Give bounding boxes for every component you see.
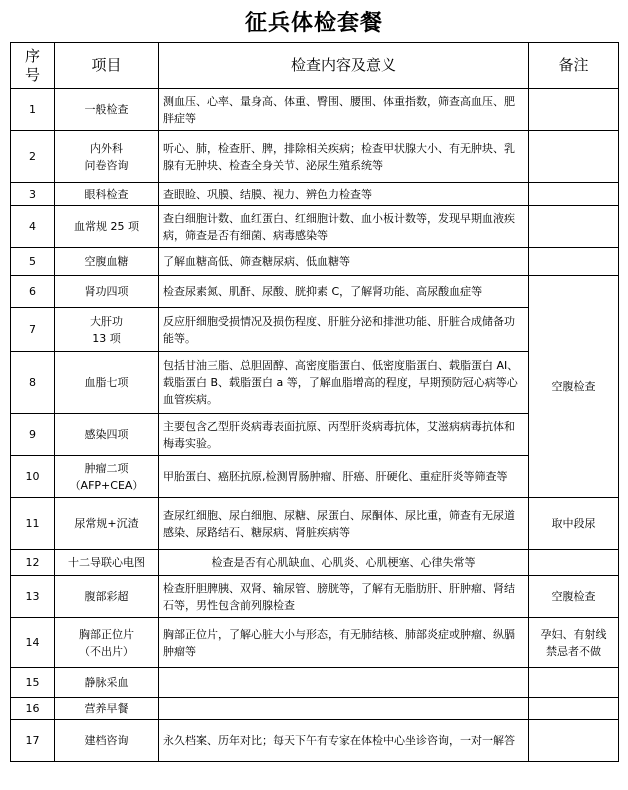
table-row xyxy=(11,550,619,576)
row-number: 11 xyxy=(11,498,55,550)
table-row xyxy=(11,248,619,276)
row-number: 14 xyxy=(11,618,55,668)
table-header-row xyxy=(11,43,619,89)
row-content: 甲胎蛋白、癌胚抗原,检测胃肠肿瘤、肝癌、肝硬化、重症肝炎等筛查等 xyxy=(159,456,529,498)
row-number: 5 xyxy=(11,248,55,276)
row-note xyxy=(529,131,619,183)
row-number: 7 xyxy=(11,308,55,352)
header-item: 项目 xyxy=(55,43,159,89)
row-item: 营养早餐 xyxy=(55,698,159,720)
table-row xyxy=(11,698,619,720)
row-item: 建档咨询 xyxy=(55,720,159,762)
table-row xyxy=(11,498,619,550)
row-item: 肾功四项 xyxy=(55,276,159,308)
row-content: 胸部正位片，了解心脏大小与形态，有无肺结核、肺部炎症或肿瘤、纵膈肿瘤等 xyxy=(159,618,529,668)
row-item: 血常规 25 项 xyxy=(55,206,159,248)
row-number: 1 xyxy=(11,89,55,131)
row-content: 了解血糖高低、筛查糖尿病、低血糖等 xyxy=(159,248,529,276)
row-item: 内外科 问卷咨询 xyxy=(55,131,159,183)
row-content: 检查是否有心肌缺血、心肌炎、心肌梗塞、心律失常等 xyxy=(159,550,529,576)
row-number: 2 xyxy=(11,131,55,183)
row-note xyxy=(529,206,619,248)
header-note: 备注 xyxy=(529,43,619,89)
table-row xyxy=(11,618,619,668)
row-item: 腹部彩超 xyxy=(55,576,159,618)
row-item: 尿常规+沉渣 xyxy=(55,498,159,550)
table-row xyxy=(11,576,619,618)
row-number: 12 xyxy=(11,550,55,576)
row-number: 13 xyxy=(11,576,55,618)
table-row xyxy=(11,414,619,456)
row-item: 眼科检查 xyxy=(55,183,159,206)
row-content: 主要包含乙型肝炎病毒表面抗原、丙型肝炎病毒抗体，艾滋病病毒抗体和梅毒实验。 xyxy=(159,414,529,456)
table-row xyxy=(11,668,619,698)
table-row xyxy=(11,352,619,414)
table-row xyxy=(11,720,619,762)
row-item: 十二导联心电图 xyxy=(55,550,159,576)
note-xray-contraindication: 孕妇、有射线 禁忌者不做 xyxy=(529,618,619,668)
row-number: 17 xyxy=(11,720,55,762)
header-content: 检查内容及意义 xyxy=(159,43,529,89)
row-item: 大肝功 13 项 xyxy=(55,308,159,352)
note-fasting-check: 空腹检查 xyxy=(529,576,619,618)
row-item: 肿瘤二项 （AFP+CEA） xyxy=(55,456,159,498)
checkup-table xyxy=(10,42,619,762)
row-content: 检查肝胆脾胰、双肾、输尿管、膀胱等，了解有无脂肪肝、肝肿瘤、肾结石等，男性包含前列腺检查 xyxy=(159,576,529,618)
row-note xyxy=(529,183,619,206)
row-number: 6 xyxy=(11,276,55,308)
row-number: 8 xyxy=(11,352,55,414)
row-content: 检查尿素氮、肌酐、尿酸、胱抑素 C，了解肾功能、高尿酸血症等 xyxy=(159,276,529,308)
row-content: 听心、肺，检查肝、脾，排除相关疾病；检查甲状腺大小、有无肿块、乳腺有无肿块、检查全身关节、泌尿生殖系统等 xyxy=(159,131,529,183)
row-number: 10 xyxy=(11,456,55,498)
table-row xyxy=(11,183,619,206)
row-note xyxy=(529,668,619,698)
row-note xyxy=(529,248,619,276)
row-content: 永久档案、历年对比；每天下午有专家在体检中心坐诊咨询，一对一解答 xyxy=(159,720,529,762)
row-item: 感染四项 xyxy=(55,414,159,456)
table-row xyxy=(11,308,619,352)
row-content xyxy=(159,698,529,720)
table-row xyxy=(11,206,619,248)
row-number: 3 xyxy=(11,183,55,206)
row-item: 血脂七项 xyxy=(55,352,159,414)
row-item: 空腹血糖 xyxy=(55,248,159,276)
row-item: 一般检查 xyxy=(55,89,159,131)
table-row xyxy=(11,89,619,131)
row-note xyxy=(529,698,619,720)
row-number: 16 xyxy=(11,698,55,720)
note-fasting-check: 空腹检查 xyxy=(529,276,619,498)
row-number: 9 xyxy=(11,414,55,456)
header-seq: 序 号 xyxy=(11,43,55,89)
row-item: 胸部正位片 （不出片） xyxy=(55,618,159,668)
note-midstream-urine: 取中段尿 xyxy=(529,498,619,550)
table-row xyxy=(11,131,619,183)
page-title: 征兵体检套餐 xyxy=(244,10,383,36)
row-content: 查白细胞计数、血红蛋白、红细胞计数、血小板计数等，发现早期血液疾病，筛查是否有细菌、病毒感染等 xyxy=(159,206,529,248)
row-item: 静脉采血 xyxy=(55,668,159,698)
row-note xyxy=(529,720,619,762)
row-number: 15 xyxy=(11,668,55,698)
row-content: 包括甘油三脂、总胆固醇、高密度脂蛋白、低密度脂蛋白、载脂蛋白 AI、载脂蛋白 B、载脂蛋白 a 等，了解血脂增高的程度，早期预防冠心病等心血管疾病。 xyxy=(159,352,529,414)
row-content xyxy=(159,668,529,698)
row-content: 查尿红细胞、尿白细胞、尿糖、尿蛋白、尿酮体、尿比重，筛查有无尿道感染、尿路结石、糖尿病、肾脏疾病等 xyxy=(159,498,529,550)
row-content: 查眼睑、巩膜、结膜、视力、辨色力检查等 xyxy=(159,183,529,206)
row-note xyxy=(529,550,619,576)
row-content: 测血压、心率、量身高、体重、臀围、腰围、体重指数，筛查高血压、肥胖症等 xyxy=(159,89,529,131)
row-note xyxy=(529,89,619,131)
table-row xyxy=(11,456,619,498)
table-row xyxy=(11,276,619,308)
row-number: 4 xyxy=(11,206,55,248)
row-content: 反应肝细胞受损情况及损伤程度、肝脏分泌和排泄功能、肝脏合成储备功能等。 xyxy=(159,308,529,352)
